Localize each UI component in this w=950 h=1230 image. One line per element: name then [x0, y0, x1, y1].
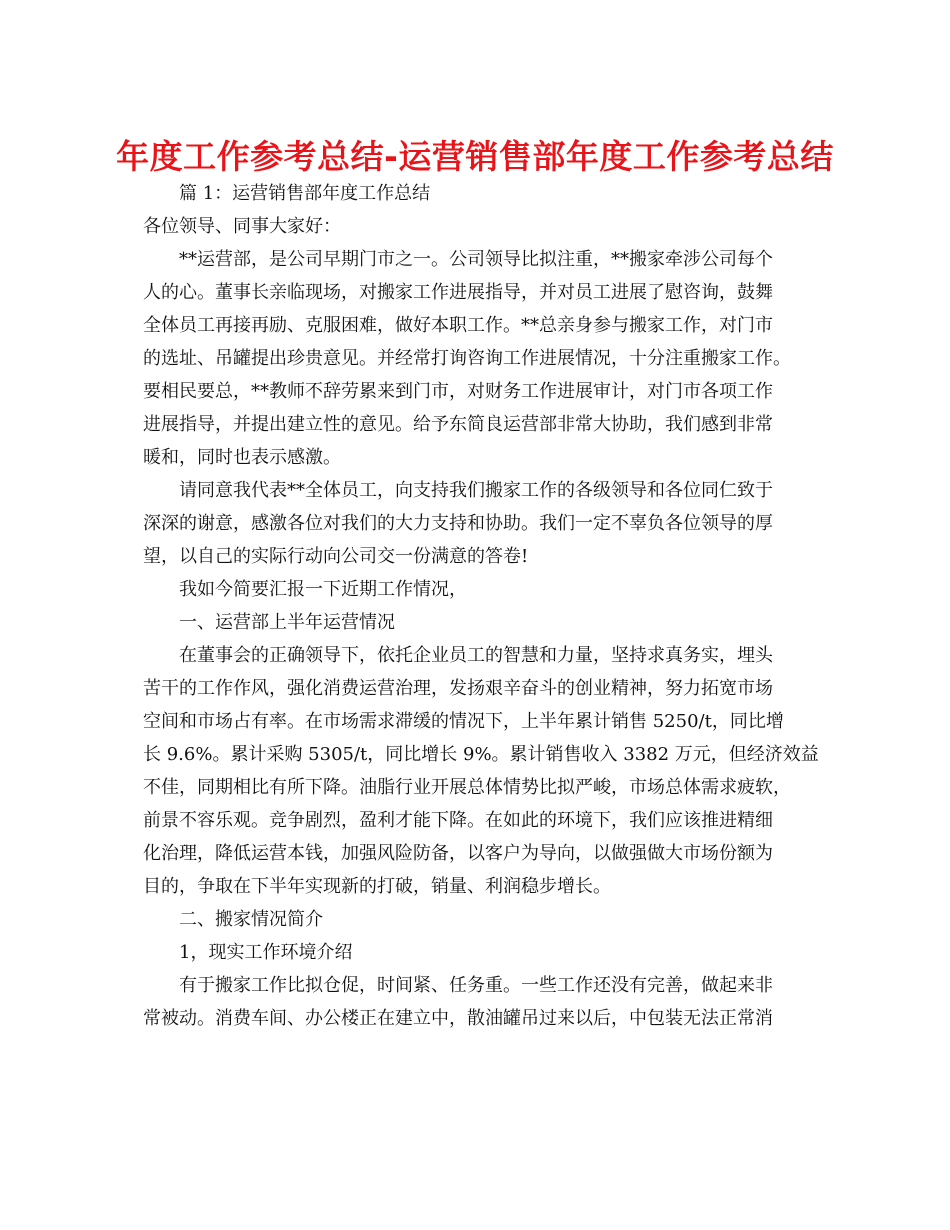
- text-line: 前景不容乐观。竞争剧烈，盈利才能下降。在如此的环境下，我们应该推进精细: [143, 810, 773, 831]
- text-line: 人的心。董事长亲临现场，对搬家工作进展指导，并对员工进展了慰咨询，鼓舞: [143, 282, 773, 303]
- text-line: 1，现实工作环境介绍: [179, 942, 353, 963]
- text-line: 长 9.6%。累计采购 5305/t，同比增长 9%。累计销售收入 3382 万元，但经济效益: [143, 744, 819, 765]
- text-line: 篇 1：运营销售部年度工作总结: [179, 183, 431, 204]
- text-line: 进展指导，并提出建立性的意见。给予东简良运营部非常大协助，我们感到非常: [143, 414, 773, 435]
- text-line: 请同意我代表**全体员工，向支持我们搬家工作的各级领导和各位同仁致于: [179, 480, 773, 501]
- text-line: 目的，争取在下半年实现新的打破，销量、利润稳步增长。: [143, 876, 611, 897]
- text-line: 在董事会的正确领导下，依托企业员工的智慧和力量，坚持求真务实，埋头: [179, 645, 773, 666]
- text-line: 各位领导、同事大家好：: [143, 216, 341, 237]
- text-line: 全体员工再接再励、克服困难，做好本职工作。**总亲身参与搬家工作，对门市: [143, 315, 773, 336]
- text-line: 有于搬家工作比拟仓促，时间紧、任务重。一些工作还没有完善，做起来非: [179, 975, 773, 996]
- text-line: 的选址、吊罐提出珍贵意见。并经常打询咨询工作进展情况，十分注重搬家工作。: [143, 348, 791, 369]
- text-line: 苦干的工作作风，强化消费运营治理，发扬艰辛奋斗的创业精神，努力拓宽市场: [143, 678, 773, 699]
- document-title: 年度工作参考总结-运营销售部年度工作参考总结: [116, 137, 834, 176]
- text-line: **运营部，是公司早期门市之一。公司领导比拟注重，**搬家牵涉公司每个: [179, 249, 773, 270]
- text-line: 我如今简要汇报一下近期工作情况，: [179, 579, 467, 600]
- text-line: 要相民要总，**教师不辞劳累来到门市，对财务工作进展审计，对门市各项工作: [143, 381, 773, 402]
- text-line: 深深的谢意，感激各位对我们的大力支持和协助。我们一定不辜负各位领导的厚: [143, 513, 773, 534]
- text-line: 暖和，同时也表示感激。: [143, 447, 341, 468]
- document-body: [143, 177, 819, 1035]
- text-line: 空间和市场占有率。在市场需求滞缓的情况下，上半年累计销售 5250/t，同比增: [143, 711, 784, 732]
- text-line: 望，以自己的实际行动向公司交一份满意的答卷!: [143, 546, 529, 567]
- text-line: 不佳，同期相比有所下降。油脂行业开展总体情势比拟严峻，市场总体需求疲软，: [143, 777, 791, 798]
- text-line: 常被动。消费车间、办公楼正在建立中，散油罐吊过来以后，中包装无法正常消: [143, 1008, 773, 1029]
- text-line: 一、运营部上半年运营情况: [179, 612, 395, 633]
- text-line: 二、搬家情况简介: [179, 909, 323, 930]
- text-line: 化治理，降低运营本钱，加强风险防备，以客户为导向，以做强做大市场份额为: [143, 843, 773, 864]
